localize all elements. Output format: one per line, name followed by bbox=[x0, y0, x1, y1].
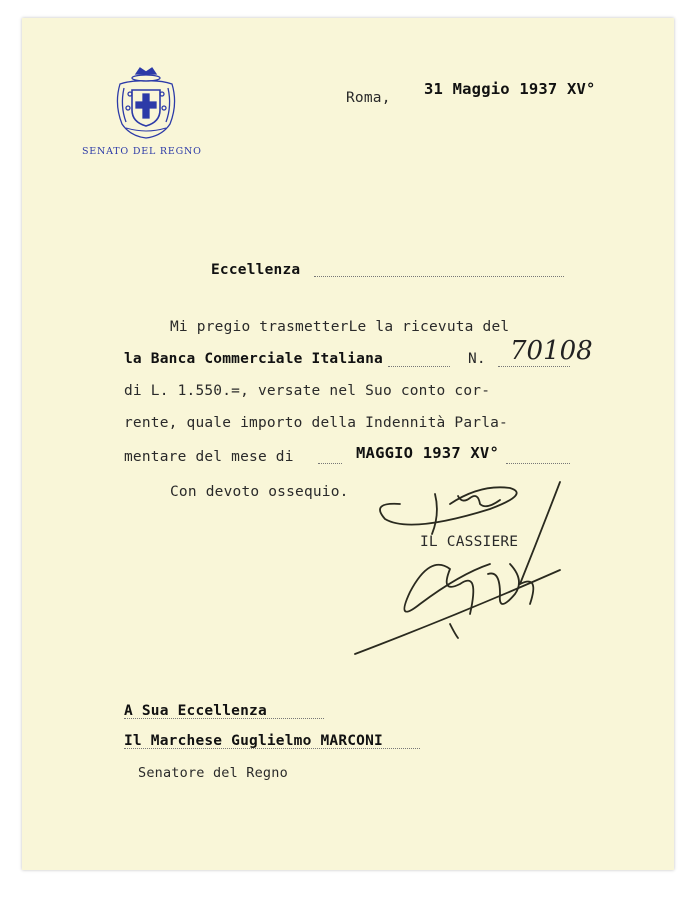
dotted-fill-line bbox=[388, 366, 450, 367]
dotted-fill-line bbox=[314, 276, 564, 277]
dotted-fill-line bbox=[124, 748, 420, 749]
dotted-fill-line bbox=[506, 463, 570, 464]
body-line-5: mentare del mese di bbox=[124, 449, 294, 465]
signature-title: IL CASSIERE bbox=[420, 534, 519, 550]
bank-name: la Banca Commerciale Italiana bbox=[124, 351, 383, 367]
receipt-number-label: N. bbox=[468, 351, 486, 367]
month-field: MAGGIO 1937 XV° bbox=[356, 444, 499, 462]
receipt-number-handwritten: 70108 bbox=[510, 336, 593, 366]
body-line-1: Mi pregio trasmetterLe la ricevuta del bbox=[170, 319, 510, 335]
handwritten-signature bbox=[340, 474, 590, 674]
dotted-fill-line bbox=[498, 366, 570, 367]
dotted-fill-line bbox=[318, 463, 342, 464]
recipient-title: Senatore del Regno bbox=[138, 765, 288, 781]
closing-line: Con devoto ossequio. bbox=[170, 484, 349, 500]
savoy-crest-icon bbox=[110, 64, 182, 142]
dateline-place: Roma, bbox=[346, 90, 391, 106]
letterhead-caption: SENATO DEL REGNO bbox=[82, 146, 202, 157]
dateline-date: 31 Maggio 1937 XV° bbox=[424, 80, 596, 98]
body-line-4: rente, quale importo della Indennità Parla- bbox=[124, 415, 508, 431]
body-line-3: di L. 1.550.=, versate nel Suo conto cor- bbox=[124, 383, 491, 399]
salutation: Eccellenza bbox=[211, 262, 301, 278]
dotted-fill-line bbox=[124, 718, 324, 719]
recipient-name: Il Marchese Guglielmo MARCONI bbox=[124, 733, 383, 749]
recipient-line-1: A Sua Eccellenza bbox=[124, 703, 267, 719]
